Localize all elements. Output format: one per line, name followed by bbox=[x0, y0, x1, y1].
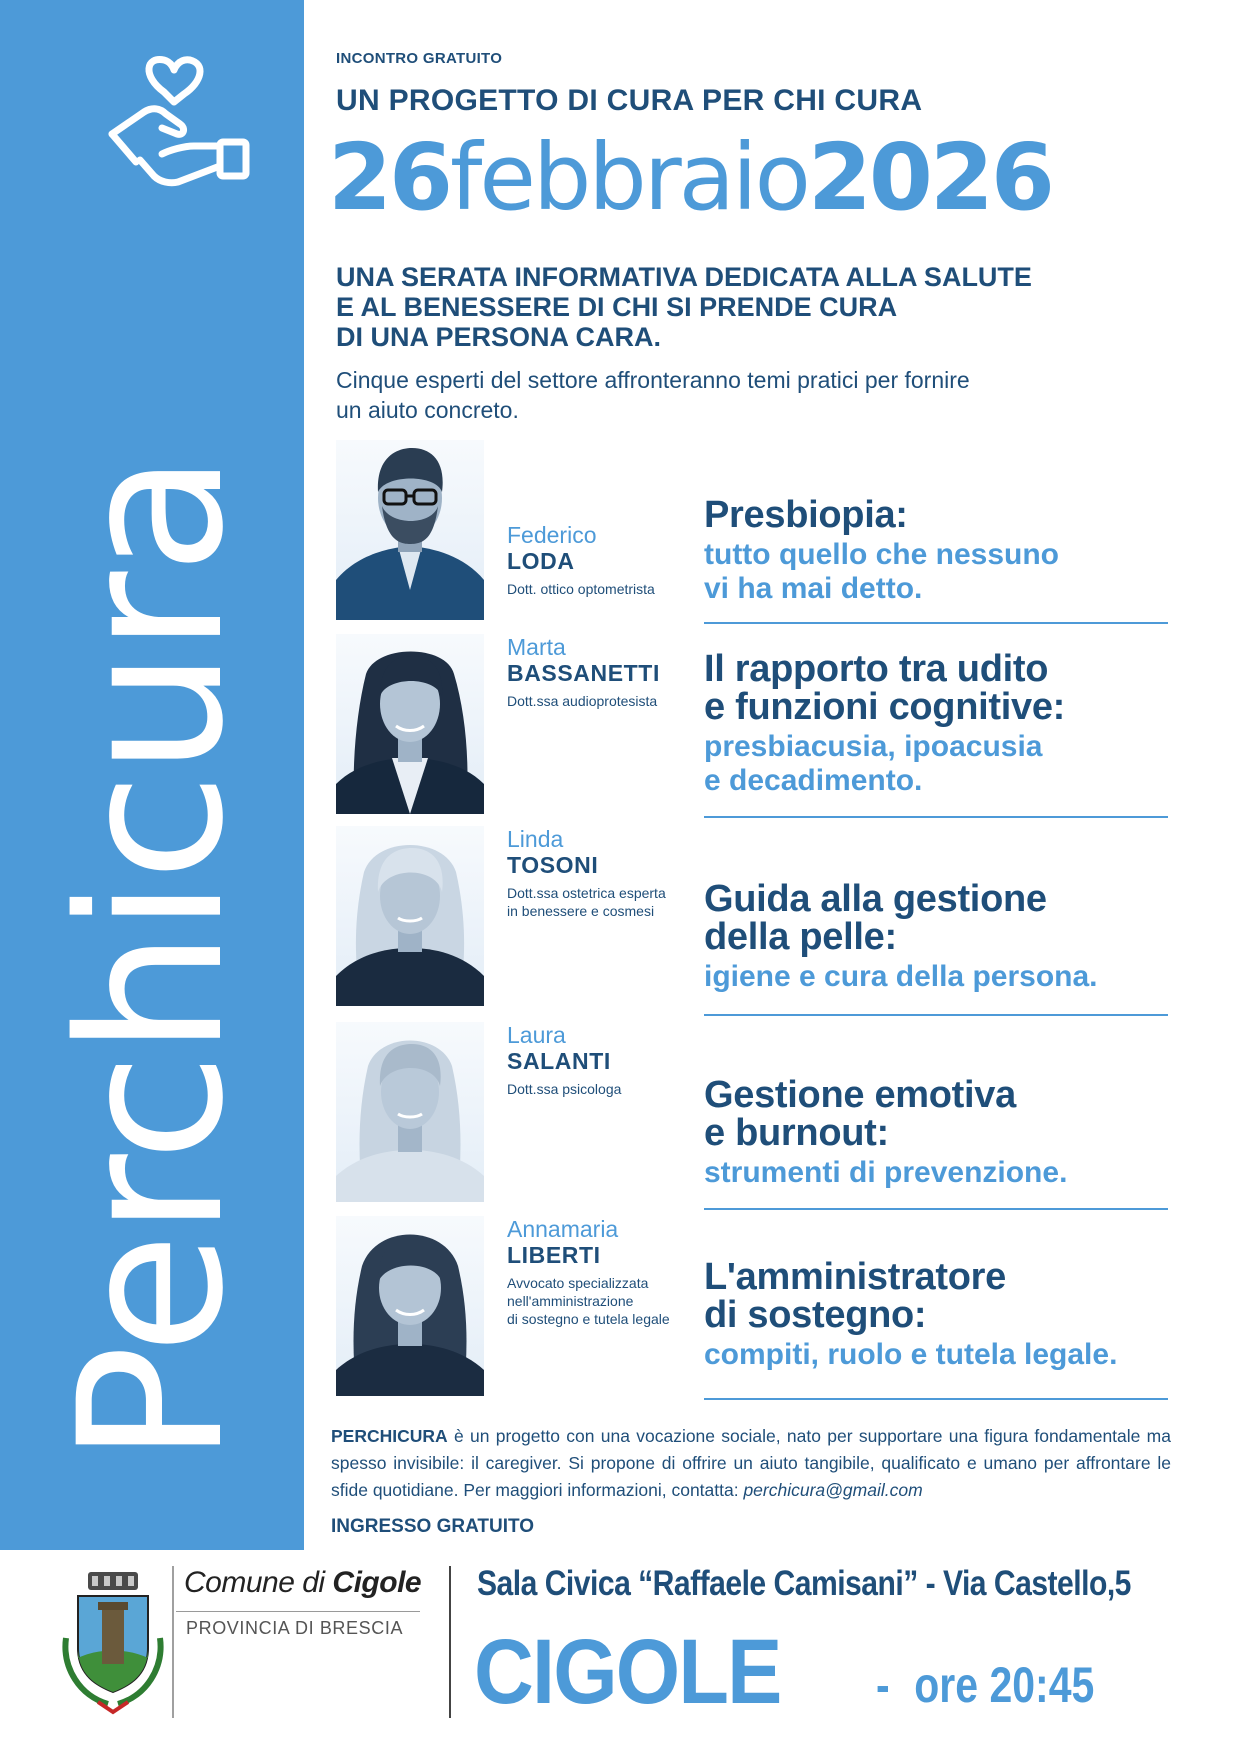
talk-subtitle bbox=[704, 1156, 1168, 1190]
speaker-last-name: BASSANETTI bbox=[507, 660, 660, 686]
portrait-woman-light-hair bbox=[336, 1022, 484, 1202]
event-day: 26 bbox=[328, 124, 451, 231]
event-city: CIGOLE bbox=[474, 1621, 781, 1723]
role-line: Dott.ssa ostetrica esperta bbox=[507, 885, 666, 901]
talk-title-line: e burnout: bbox=[704, 1112, 889, 1154]
portrait-woman-dark-hair bbox=[336, 634, 484, 814]
speaker-last-name: SALANTI bbox=[507, 1048, 611, 1074]
talk-subtitle-line: strumenti di prevenzione. bbox=[704, 1156, 1068, 1189]
footer-divider bbox=[172, 1566, 174, 1718]
role-line: nell'amministrazione bbox=[507, 1293, 634, 1309]
role-line: Avvocato specializzata bbox=[507, 1275, 649, 1291]
speaker-info bbox=[507, 1158, 670, 1328]
talk-subtitle-line: vi ha mai detto. bbox=[704, 572, 923, 605]
role-line: Dott.ssa audioprotesista bbox=[507, 693, 658, 709]
talk-subtitle-line: igiene e cura della persona. bbox=[704, 960, 1098, 993]
speaker-row bbox=[336, 826, 1168, 1010]
time-dash: - bbox=[876, 1657, 890, 1713]
portrait-woman-brown-hair bbox=[336, 1216, 484, 1396]
lead-line: UNA SERATA INFORMATIVA DEDICATA ALLA SALUTE bbox=[336, 262, 1032, 292]
talk-subtitle bbox=[704, 960, 1168, 994]
portrait-woman-blonde bbox=[336, 826, 484, 1006]
time-value: ore 20:45 bbox=[914, 1657, 1095, 1713]
talk-info bbox=[704, 1076, 1168, 1190]
speaker-row bbox=[336, 634, 1168, 818]
section-divider bbox=[704, 622, 1168, 624]
role-line: in benessere e cosmesi bbox=[507, 903, 655, 919]
talk-info bbox=[704, 496, 1168, 606]
talk-subtitle bbox=[704, 538, 1168, 606]
coat-of-arms-icon bbox=[58, 1568, 168, 1718]
speaker-first-name: Federico bbox=[507, 522, 597, 548]
talk-info bbox=[704, 880, 1168, 994]
speaker-portrait bbox=[336, 1216, 484, 1396]
subtitle: UN PROGETTO DI CURA PER CHI CURA bbox=[336, 84, 923, 117]
event-date bbox=[328, 124, 1052, 231]
role-line: di sostegno e tutela legale bbox=[507, 1311, 670, 1327]
role-line: Dott. ottico optometrista bbox=[507, 581, 655, 597]
comune-bold-name: Cigole bbox=[332, 1566, 422, 1599]
comune-name bbox=[184, 1566, 421, 1600]
kicker: INCONTRO GRATUITO bbox=[336, 50, 503, 67]
speaker-portrait bbox=[336, 826, 484, 1006]
talk-title-line: della pelle: bbox=[704, 916, 897, 958]
speaker-first-name: Linda bbox=[507, 826, 564, 852]
about-text: è un progetto con una vocazione sociale, nato per supportare una figura fondamentale ma spesso invisibile: il caregiver. Si propone di offrire un aiuto tangibile, qualificato e umano per affrontare le sfide quotidiane. Per maggiori informazioni, contatta: bbox=[331, 1426, 1171, 1500]
speaker-role bbox=[507, 884, 666, 920]
section-divider bbox=[704, 1398, 1168, 1400]
section-divider bbox=[704, 1208, 1168, 1210]
speaker-role bbox=[507, 1080, 621, 1098]
comune-rule bbox=[176, 1611, 420, 1612]
speaker-info bbox=[507, 1022, 621, 1098]
comune-prefix: Comune di bbox=[184, 1566, 333, 1599]
speaker-role bbox=[507, 1274, 670, 1328]
talk-subtitle bbox=[704, 1338, 1168, 1372]
footer-divider bbox=[449, 1566, 451, 1718]
speaker-row bbox=[336, 1022, 1168, 1206]
speaker-first-name: Marta bbox=[507, 634, 566, 660]
talk-title-line: di sostegno: bbox=[704, 1294, 927, 1336]
talk-title-line: Presbiopia: bbox=[704, 494, 908, 536]
intro-line: Cinque esperti del settore affronteranno temi pratici per fornire bbox=[336, 367, 970, 393]
talk-subtitle-line: tutto quello che nessuno bbox=[704, 538, 1060, 571]
talk-info bbox=[704, 650, 1168, 798]
speaker-role bbox=[507, 580, 655, 598]
speaker-portrait bbox=[336, 634, 484, 814]
speaker-portrait bbox=[336, 1022, 484, 1202]
lead-line: DI UNA PERSONA CARA. bbox=[336, 322, 662, 352]
about-lead: PERCHICURA bbox=[331, 1426, 448, 1446]
venue-address: Sala Civica “Raffaele Camisani” - Via Castello,5 bbox=[477, 1564, 1131, 1603]
talk-title-line: L'amministratore bbox=[704, 1256, 1006, 1298]
speaker-row bbox=[336, 1216, 1168, 1400]
speaker-last-name: LIBERTI bbox=[507, 1242, 601, 1268]
talk-title-line: e funzioni cognitive: bbox=[704, 686, 1066, 728]
event-time bbox=[876, 1657, 1095, 1713]
speaker-first-name: Laura bbox=[507, 1022, 566, 1048]
lead-line: E AL BENESSERE DI CHI SI PRENDE CURA bbox=[336, 292, 898, 322]
brand-vertical-title: Perchicura bbox=[36, 456, 267, 1464]
speaker-last-name: TOSONI bbox=[507, 852, 599, 878]
talk-title-line: Guida alla gestione bbox=[704, 878, 1047, 920]
speaker-info bbox=[507, 634, 660, 710]
talk-info bbox=[704, 1258, 1168, 1372]
talk-subtitle-line: presbiacusia, ipoacusia bbox=[704, 730, 1043, 763]
talk-subtitle-line: compiti, ruolo e tutela legale. bbox=[704, 1338, 1118, 1371]
talk-title-line: Il rapporto tra udito bbox=[704, 648, 1049, 690]
hand-heart-icon bbox=[102, 50, 262, 200]
talk-subtitle bbox=[704, 730, 1168, 798]
portrait-man-glasses bbox=[336, 440, 484, 620]
speaker-last-name: LODA bbox=[507, 548, 575, 574]
about-paragraph bbox=[331, 1423, 1171, 1504]
event-month: febbraio bbox=[450, 124, 808, 231]
intro-paragraph bbox=[336, 365, 1216, 425]
free-entry-label: INGRESSO GRATUITO bbox=[331, 1516, 535, 1537]
event-year: 2026 bbox=[807, 124, 1052, 231]
speaker-row bbox=[336, 440, 1168, 624]
speaker-info bbox=[507, 522, 655, 598]
province-label: PROVINCIA DI BRESCIA bbox=[186, 1618, 404, 1638]
speaker-first-name: Annamaria bbox=[507, 1216, 619, 1242]
talk-subtitle-line: e decadimento. bbox=[704, 764, 923, 797]
role-line: Dott.ssa psicologa bbox=[507, 1081, 622, 1097]
talk-title-line: Gestione emotiva bbox=[704, 1074, 1016, 1116]
section-divider bbox=[704, 1014, 1168, 1016]
speaker-role bbox=[507, 692, 660, 710]
section-divider bbox=[704, 816, 1168, 818]
speaker-info bbox=[507, 826, 666, 920]
contact-email[interactable]: perchicura@gmail.com bbox=[743, 1480, 923, 1500]
speaker-portrait bbox=[336, 440, 484, 620]
intro-line: un aiuto concreto. bbox=[336, 397, 519, 423]
lead-paragraph bbox=[336, 262, 1216, 352]
